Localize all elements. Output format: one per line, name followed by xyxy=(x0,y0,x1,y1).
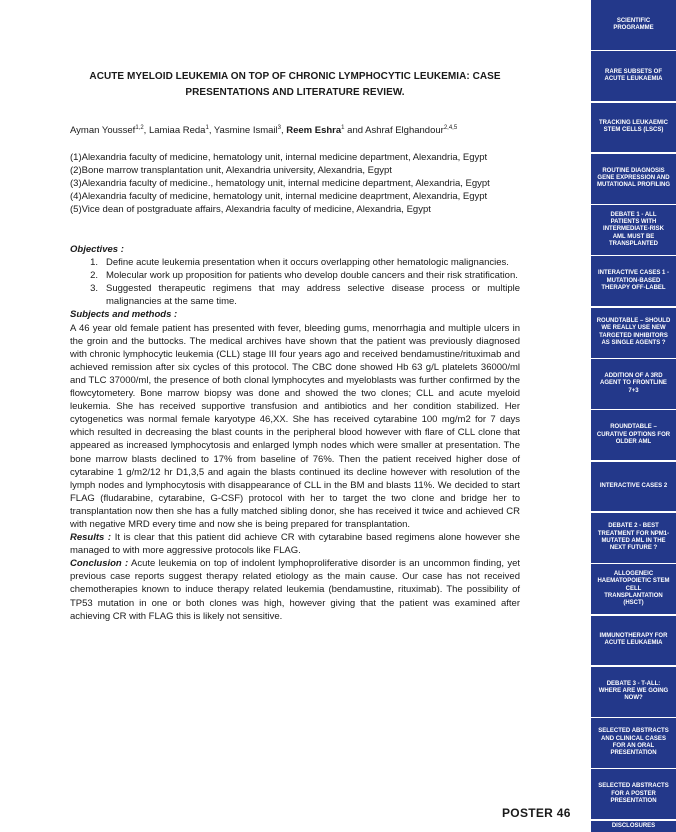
affiliation: (1)Alexandria faculty of medicine, hematology unit, internal medicine department, Alexandria, Egypt xyxy=(70,152,488,163)
abstract-body xyxy=(70,243,520,623)
objective-item: 3. Suggested therapeutic regimens that may address selective disease process or multiple malignancies at the same time. xyxy=(90,283,520,308)
sidebar-item-immunotherapy[interactable]: IMMUNOTHERAPY FOR ACUTE LEUKAEMIA xyxy=(591,616,676,666)
sidebar-item-disclosures[interactable]: DISCLOSURES xyxy=(591,821,676,832)
author: Ashraf Elghandour$^{2,4,5}$ xyxy=(365,125,458,136)
sidebar-item-scientific-programme[interactable]: SCIENTIFIC PROGRAMME xyxy=(591,0,676,50)
author-list xyxy=(70,124,530,137)
methods-heading: Subjects and methods : xyxy=(70,309,178,321)
objectives-heading: Objectives : xyxy=(70,244,124,255)
author: Lamiaa Reda$^1$, xyxy=(148,125,214,136)
sidebar-item-routine-diagnosis[interactable]: ROUTINE DIAGNOSIS GENE EXPRESSION AND MUTATIONAL PROFILING xyxy=(591,154,676,204)
abstract-title: ACUTE MYELOID LEUKEMIA ON TOP OF CHRONIC LYMPHOCYTIC LEUKEMIA: CASE PRESENTATIONS AND LITERATURE REVIEW. xyxy=(89,71,501,98)
sidebar-item-debate-1[interactable]: DEBATE 1 - ALL PATIENTS WITH INTERMEDIATE-RISK AML MUST BE TRANSPLANTED xyxy=(591,205,676,255)
author: Yasmine Ismail$^3$, xyxy=(213,125,287,136)
conclusion-heading: Conclusion : xyxy=(70,558,129,570)
methods-paragraph: A 46 year old female patient has presented with fever, bleeding gums, menorrhagia and multiple ulcers in the groin and the buttocks. The medical archives have shown that the patient was previously diagnosed with chronic lymphocytic leukemia (CLL) stage III four years ago and received bendamustine/rituximab and achieved remission after six cycles of this protocol. The CBC done showed Hb 63 g/L platelets 36000/ml and TLC 37000/ml, the presence of both clonal lymphocytes and myeloblasts was further confirmed by the flowcytometery. Bone marrow biopsy was done and showed the two clones; CLL and acute myeloid leukemia. She has received supportive transfusion and antibiotics and her condition stabilized. Her cytogenetics was normal female karyotype 46,XX. She has received cytarabine 100 mg/m2 for 7 days which resulted in decreasing the blast counts in the peripheral blood however with flare of CLL clone that appeared as increased lymphocytosis and enlarged lymph nodes which were smaller at presentation. The bone marrow blasts declined to 17% from baseline of 76%. Then the patient received higher dose of cytarabine 1 g/m2/12 hr D1,3,5 and again the blasts continued its decline however with resolution of the lymph nodes and lymphocytosis with disappearance of CLL in the BM and blasts 11%. We decided to start FLAG (fludarabine, cytarabine, G-CSF) protocol with her to target the two clone and bridge her to transplantation now then she has a fully matched sibling donor, she has received it twice and achieved CR with negative MRD every time and now she is being prepared for transplantation. xyxy=(70,322,520,530)
sidebar-item-roundtable-older-aml[interactable]: ROUNDTABLE – CURATIVE OPTIONS FOR OLDER AML xyxy=(591,410,676,460)
sidebar-item-debate-3[interactable]: DEBATE 3 - T-ALL: WHERE ARE WE GOING NOW? xyxy=(591,667,676,717)
poster-number: POSTER 46 xyxy=(502,806,571,820)
affiliation: (4)Alexandria faculty of medicine, hematology unit, internal medicine deaprtment, Alexandria, Egypt xyxy=(70,191,488,203)
sidebar-item-poster-abstracts[interactable]: SELECTED ABSTRACTS FOR A POSTER PRESENTATION xyxy=(591,769,676,819)
sidebar-item-debate-2[interactable]: DEBATE 2 - BEST TREATMENT FOR NPM1-MUTATED AML IN THE NEXT FUTURE ? xyxy=(591,513,676,563)
objectives-list xyxy=(70,256,520,308)
sidebar-item-interactive-cases-2[interactable]: INTERACTIVE CASES 2 xyxy=(591,462,676,512)
results-paragraph: Results : It is clear that this patient did achieve CR with cytarabine based regimens alone however she managed to with more aggressive protocols like FLAG. xyxy=(70,532,520,557)
sidebar-item-hsct[interactable]: ALLOGENEIC HAEMATOPOIETIC STEM CELL TRANSPLANTATION (HSCT) xyxy=(591,564,676,614)
affiliations xyxy=(70,151,530,216)
sidebar-item-roundtable-inhibitors[interactable]: ROUNDTABLE – SHOULD WE REALLY USE NEW TARGETED INHIBITORS AS SINGLE AGENTS ? xyxy=(591,308,676,358)
affiliation: (2)Bone marrow transplantation unit, Alexandria university, Alexandria, Egypt xyxy=(70,165,392,177)
sidebar-item-rare-subsets[interactable]: RARE SUBSETS OF ACUTE LEUKAEMIA xyxy=(591,51,676,101)
affiliation: (3)Alexandria faculty of medicine., hematology unit, internal medicine department, Alexandria, Egypt xyxy=(70,178,490,190)
objective-item: 1. Define acute leukemia presentation when it occurs overlapping other hematologic malignancies. xyxy=(90,257,509,269)
sidebar-nav xyxy=(591,0,676,832)
conclusion-paragraph: Conclusion : Acute leukemia on top of indolent lymphoproliferative disorder is an uncommon finding, yet previous case reports suggest therapy related etiology as the main cause. Our case has not received chemotherapies known to induce therapy related leukemia (bendamustine, rituximab). The possibility of TP53 mutation in one or both clones was high, however giving that the patient was examined after achieving CR with FLAG this is likely not sensitive. xyxy=(70,558,520,622)
author-presenting: Reem Eshra$^1$ and xyxy=(286,125,366,136)
sidebar-item-oral-abstracts[interactable]: SELECTED ABSTRACTS AND CLINICAL CASES FOR AN ORAL PRESENTATION xyxy=(591,718,676,768)
sidebar-item-tracking-lscs[interactable]: TRACKING LEUKAEMIC STEM CELLS (LSCS) xyxy=(591,103,676,153)
author: Ayman Youssef$^{1,2}$, xyxy=(70,125,149,136)
affiliation: (5)Vice dean of postgraduate affairs, Alexandria faculty of medicine, Alexandria, Egypt xyxy=(70,204,431,216)
objective-item: 2. Molecular work up proposition for patients who develop double cancers and their risk stratification. xyxy=(90,270,518,282)
results-heading: Results : xyxy=(70,532,112,544)
sidebar-item-interactive-cases-1[interactable]: INTERACTIVE CASES 1 - MUTATION-BASED THERAPY OFF-LABEL xyxy=(591,256,676,306)
sidebar-item-third-agent[interactable]: ADDITION OF A 3RD AGENT TO FRONTLINE 7+3 xyxy=(591,359,676,409)
